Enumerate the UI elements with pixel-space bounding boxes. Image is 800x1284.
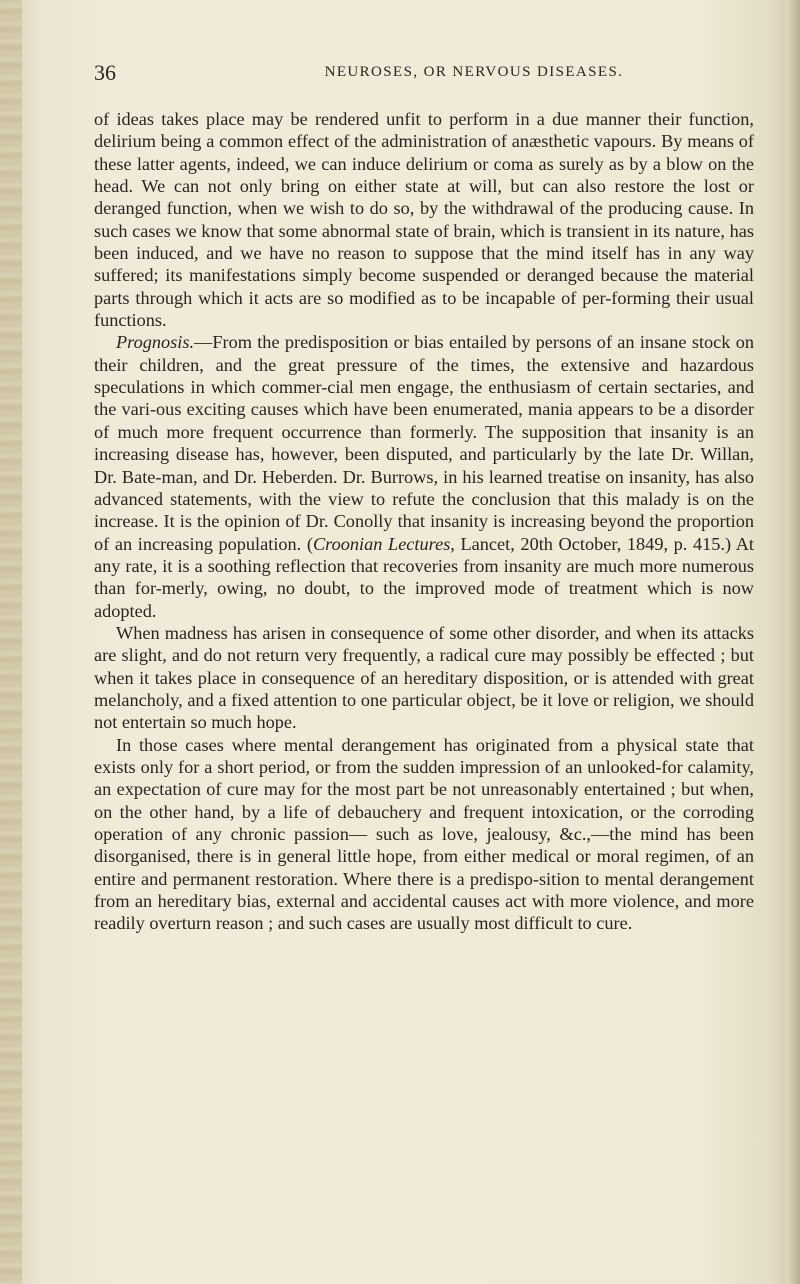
binding-edge: [0, 0, 22, 1284]
paragraph-2: [94, 331, 754, 621]
page-header: [94, 60, 754, 88]
page-edge: [786, 0, 800, 1284]
running-head: NEUROSES, OR NERVOUS DISEASES.: [324, 64, 624, 80]
body-text: [94, 108, 754, 935]
prognosis-heading: Prognosis.: [116, 332, 195, 353]
page-number: 36: [94, 60, 116, 85]
paragraph-2-text-b: Lancet, 20th October, 1849, p. 415.) At any rate, it is a soothing reflection that recoveries from insanity are much more numerous than for-merly, owing, no doubt, to the improved mode of treatment which is now adopted.: [94, 533, 754, 621]
citation-title: Croonian Lectures,: [312, 533, 455, 554]
paragraph-4: In those cases where mental derangement has originated from a physical state that exists only for a short period, or from the sudden impression of an unlooked-for calamity, an expectation of cure may for the most part be not unreasonably entertained ; but when, on the other hand, by a life of debauchery and frequent intoxication, or the corroding operation of any chronic passion— such as love, jealousy, &c.,—the mind has been disorganised, there is in general little hope, from either medical or moral regimen, of an entire and permanent restoration. Where there is a predispo-sition to mental derangement from an hereditary bias, external and accidental causes act with more violence, and more readily overturn reason ; and such cases are usually most difficult to cure.: [94, 734, 754, 934]
paragraph-1: of ideas takes place may be rendered unfit to perform in a due manner their function, delirium being a common effect of the administration of anæsthetic vapours. By means of these latter agents, indeed, we can induce delirium or coma as surely as by a blow on the head. We can not only bring on either state at will, but can also restore the lost or deranged function, when we wish to do so, by the withdrawal of the producing cause. In such cases we know that some abnormal state of brain, which is transient in its nature, has been induced, and we have no reason to suppose that the mind itself has in any way suffered; its manifestations simply become suspended or deranged because the material parts through which it acts are so modified as to be incapable of per-forming their usual functions.: [94, 109, 754, 331]
paragraph-2-text-a: —From the predisposition or bias entailed by persons of an insane stock on their children, and the great pressure of the times, the extensive and hazardous speculations in which commer-cial men engage, the enthusiasm of certain sectaries, and the vari-ous exciting causes which have been enumerated, mania appears to be a disorder of much more frequent occurrence than formerly. The supposition that insanity is an increasing disease has, however, been disputed, and particularly by the late Dr. Willan, Dr. Bate-man, and Dr. Heberden. Dr. Burrows, in his learned treatise on insanity, has also advanced statements, with the view to refute the conclusion that this malady is on the increase. It is the opinion of Dr. Conolly that insanity is increasing beyond the proportion of an increasing population. (: [94, 332, 754, 554]
paragraph-3: When madness has arisen in consequence of some other disorder, and when its attacks are slight, and do not return very frequently, a radical cure may possibly be effected ; but when it takes place in consequence of an hereditary disposition, or is attended with great melancholy, and a fixed attention to one particular object, be it love or religion, we should not entertain so much hope.: [94, 622, 754, 733]
